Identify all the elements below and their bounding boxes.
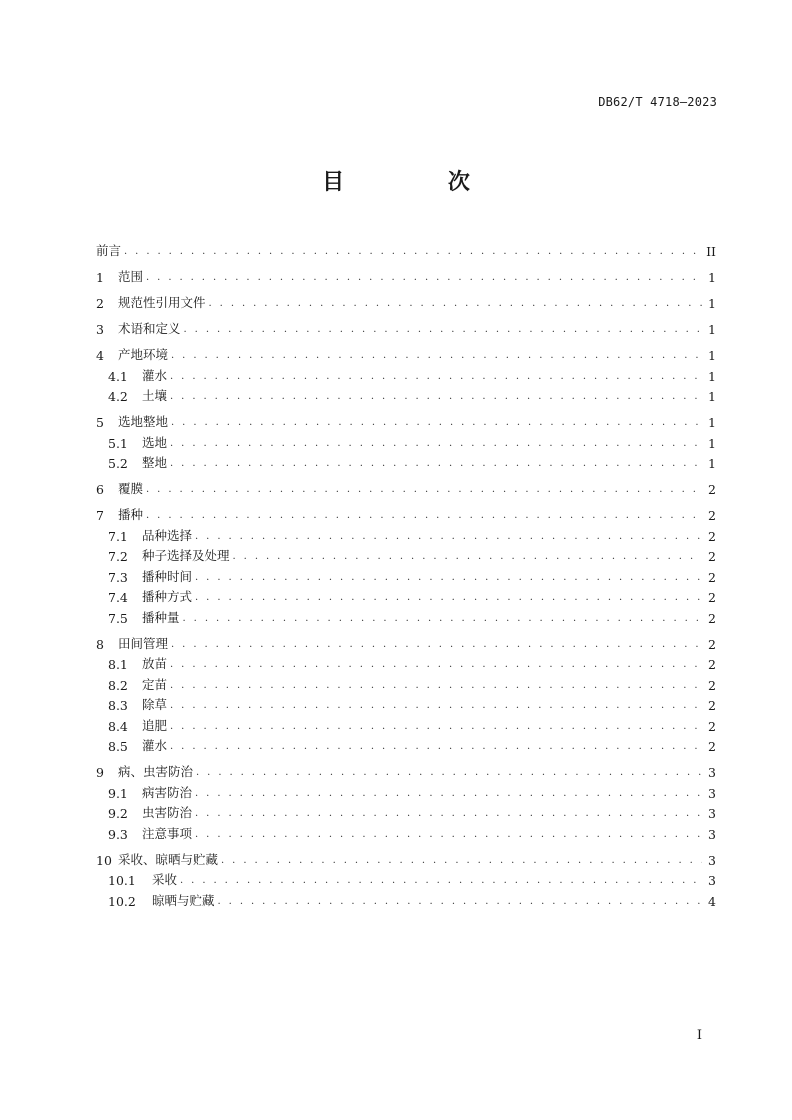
dot-leader — [195, 787, 702, 801]
toc-entry-label: 选地 — [142, 434, 168, 450]
toc-entry-page: 2 — [708, 636, 716, 652]
dot-leader — [146, 483, 702, 497]
toc-entry-number: 4.1 — [108, 368, 128, 384]
toc-entry-page: 1 — [708, 322, 716, 337]
toc-entry-number: 5 — [96, 415, 104, 430]
toc-entry-label: 灌水 — [142, 367, 168, 383]
toc-entry-number: 8.1 — [108, 657, 128, 672]
toc-entry-number: 9.2 — [108, 806, 128, 821]
table-of-contents — [96, 238, 716, 909]
toc-entry-label: 范围 — [118, 269, 144, 284]
toc-entry[interactable] — [96, 316, 716, 337]
toc-entry-page: 2 — [708, 739, 716, 754]
toc-entry-label: 定苗 — [142, 676, 168, 692]
toc-entry[interactable] — [96, 342, 716, 363]
toc-entry[interactable] — [96, 363, 716, 384]
toc-entry-label: 采收、晾晒与贮藏 — [118, 851, 219, 867]
toc-entry-label: 种子选择及处理 — [142, 548, 230, 563]
toc-entry-number: 3 — [96, 322, 104, 337]
toc-entry-page: 2 — [708, 718, 716, 734]
dot-leader — [171, 416, 702, 430]
toc-entry-label: 灌水 — [142, 738, 168, 753]
dot-leader — [180, 874, 702, 888]
toc-entry[interactable] — [96, 585, 716, 606]
toc-entry[interactable] — [96, 780, 716, 801]
toc-entry[interactable] — [96, 713, 716, 734]
toc-entry-number: 4.2 — [108, 389, 128, 404]
toc-entry-number: 8.2 — [108, 677, 128, 693]
toc-entry-number: 10.1 — [108, 873, 136, 888]
toc-entry-number: 5.1 — [108, 435, 128, 451]
dot-leader — [195, 828, 702, 842]
toc-entry[interactable] — [96, 564, 716, 585]
dot-leader — [170, 740, 702, 754]
toc-entry-page: 3 — [708, 806, 716, 821]
toc-entry[interactable] — [96, 868, 716, 889]
toc-entry-page: 2 — [708, 610, 716, 626]
toc-entry-page: 2 — [708, 677, 716, 693]
dot-leader — [171, 349, 702, 363]
toc-entry-number: 2 — [96, 296, 104, 311]
toc-entry-number: 8 — [96, 636, 104, 652]
dot-leader — [209, 297, 703, 311]
toc-entry-number: 7 — [96, 508, 104, 523]
toc-entry[interactable] — [96, 451, 716, 472]
toc-entry-label: 病、虫害防治 — [118, 764, 194, 779]
dot-leader — [170, 720, 702, 734]
dot-leader — [183, 612, 703, 626]
toc-entry[interactable] — [96, 821, 716, 842]
toc-entry[interactable] — [96, 264, 716, 285]
toc-entry-page: 3 — [708, 785, 716, 801]
toc-entry-label: 田间管理 — [118, 635, 169, 651]
dot-leader — [146, 271, 702, 285]
toc-entry-label: 品种选择 — [142, 527, 193, 543]
toc-entry-page: 1 — [708, 435, 716, 451]
toc-entry-label: 前言 — [96, 243, 122, 258]
toc-entry-page: 2 — [708, 657, 716, 672]
toc-entry[interactable] — [96, 409, 716, 430]
toc-entry-number: 9.1 — [108, 785, 128, 801]
toc-entry-number: 5.2 — [108, 456, 128, 471]
toc-entry-number: 6 — [96, 482, 104, 497]
toc-entry-label: 播种 — [118, 507, 144, 522]
toc-entry-page: 2 — [708, 528, 716, 544]
toc-entry-page: 1 — [708, 456, 716, 471]
dot-leader — [171, 638, 702, 652]
toc-entry[interactable] — [96, 672, 716, 693]
dot-leader — [170, 679, 702, 693]
toc-entry[interactable] — [96, 847, 716, 868]
toc-entry-number: 4 — [96, 348, 104, 363]
toc-entry-number: 8.3 — [108, 698, 128, 713]
toc-entry-label: 播种量 — [142, 609, 180, 625]
dot-leader — [170, 457, 702, 471]
toc-entry-number: 7.5 — [108, 610, 128, 626]
toc-entry-label: 选地整地 — [118, 414, 169, 429]
toc-entry[interactable] — [96, 430, 716, 451]
toc-entry[interactable] — [96, 888, 716, 909]
dot-leader — [221, 854, 702, 868]
toc-entry-label: 追肥 — [142, 717, 168, 733]
dot-leader — [195, 591, 702, 605]
dot-leader — [170, 390, 702, 404]
dot-leader — [233, 550, 703, 564]
dot-leader — [170, 437, 702, 451]
toc-entry[interactable] — [96, 734, 716, 755]
toc-entry[interactable] — [96, 631, 716, 652]
toc-entry[interactable] — [96, 476, 716, 497]
toc-entry-number: 9 — [96, 765, 104, 780]
dot-leader — [170, 658, 702, 672]
toc-entry-number: 7.4 — [108, 590, 128, 605]
toc-entry-page: 1 — [708, 368, 716, 384]
toc-entry[interactable] — [96, 544, 716, 565]
toc-entry[interactable] — [96, 605, 716, 626]
dot-leader — [184, 323, 703, 337]
toc-entry-page: 4 — [708, 893, 716, 909]
toc-entry-page: 1 — [708, 270, 716, 285]
toc-entry-page: 1 — [708, 389, 716, 404]
toc-entry[interactable] — [96, 238, 716, 259]
toc-entry-page: 3 — [708, 765, 716, 780]
toc-entry-label: 规范性引用文件 — [118, 295, 206, 310]
dot-leader — [170, 699, 702, 713]
toc-entry[interactable] — [96, 801, 716, 822]
toc-entry-label: 注意事项 — [142, 825, 193, 841]
toc-entry-page: 3 — [708, 826, 716, 842]
page-number: I — [696, 1028, 702, 1043]
page-title: 目 次 — [322, 170, 518, 195]
dot-leader — [170, 370, 702, 384]
toc-entry-label: 晾晒与贮藏 — [152, 892, 215, 908]
dot-leader — [146, 509, 702, 523]
toc-entry-label: 播种方式 — [142, 589, 193, 604]
toc-entry-label: 播种时间 — [142, 568, 193, 584]
toc-entry-page: 1 — [708, 415, 716, 430]
document-code: DB62/T 4718—2023 — [598, 95, 717, 109]
toc-entry-number: 1 — [96, 270, 104, 285]
toc-entry-label: 覆膜 — [118, 481, 144, 496]
toc-entry-page: 2 — [708, 508, 716, 523]
toc-entry[interactable] — [96, 290, 716, 311]
toc-entry-number: 10.2 — [108, 893, 136, 909]
toc-entry[interactable] — [96, 652, 716, 673]
toc-entry-page: 1 — [708, 296, 716, 311]
toc-entry-number: 9.3 — [108, 826, 128, 842]
dot-leader — [195, 530, 702, 544]
dot-leader — [124, 245, 700, 259]
toc-entry[interactable] — [96, 502, 716, 523]
toc-entry-number: 7.1 — [108, 528, 128, 544]
toc-entry-page: 3 — [708, 852, 716, 868]
toc-entry[interactable] — [96, 523, 716, 544]
toc-entry-label: 术语和定义 — [118, 321, 181, 336]
toc-entry-label: 整地 — [142, 455, 168, 470]
toc-entry[interactable] — [96, 693, 716, 714]
toc-entry-page: 2 — [708, 482, 716, 497]
toc-entry-label: 放苗 — [142, 656, 168, 671]
toc-entry-label: 虫害防治 — [142, 805, 193, 820]
toc-entry-number: 8.4 — [108, 718, 128, 734]
toc-entry-page: 2 — [708, 698, 716, 713]
dot-leader — [195, 571, 702, 585]
toc-entry-number: 10 — [96, 852, 112, 868]
toc-entry-number: 7.2 — [108, 549, 128, 564]
toc-entry[interactable] — [96, 759, 716, 780]
toc-entry-label: 除草 — [142, 697, 168, 712]
toc-entry-page: 3 — [708, 873, 716, 888]
toc-entry-label: 产地环境 — [118, 347, 169, 362]
dot-leader — [195, 807, 702, 821]
toc-entry-label: 采收 — [152, 872, 178, 887]
toc-entry-number: 8.5 — [108, 739, 128, 754]
toc-entry-page: II — [706, 244, 716, 259]
toc-entry-page: 1 — [708, 348, 716, 363]
toc-entry-page: 2 — [708, 590, 716, 605]
toc-entry-page: 2 — [708, 549, 716, 564]
toc-entry-number: 7.3 — [108, 569, 128, 585]
toc-entry[interactable] — [96, 384, 716, 405]
dot-leader — [196, 766, 702, 780]
toc-entry-label: 土壤 — [142, 388, 168, 403]
toc-entry-page: 2 — [708, 569, 716, 585]
dot-leader — [218, 895, 703, 909]
toc-entry-label: 病害防治 — [142, 784, 193, 800]
